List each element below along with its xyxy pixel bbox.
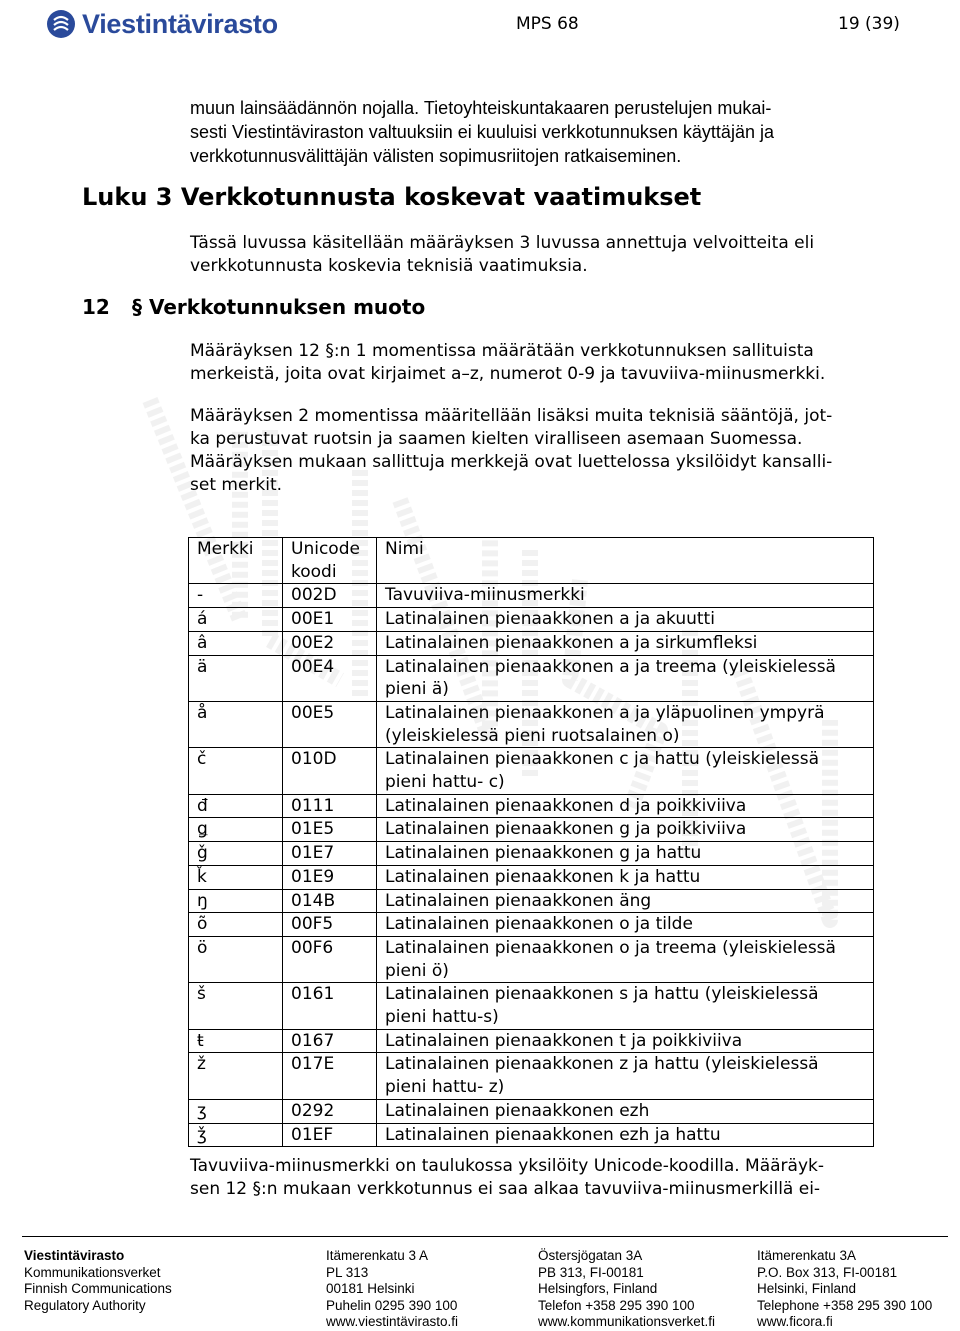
header-cell-code: Unicode koodi [283,538,377,584]
code-cell: 00F5 [283,913,377,937]
name-cell: Latinalainen pienaakkonen z ja hattu (yleiskielessä pieni hattu- z) [377,1053,874,1099]
table-row [189,631,874,655]
footer-line: Itämerenkatu 3A [757,1248,857,1263]
character-table [188,537,874,1147]
table-row [189,818,874,842]
table-row [189,1123,874,1147]
text-line: Määräyksen 12 §:n 1 momentissa määrätään verkkotunnuksen sallituista [190,341,814,361]
chapter-heading: Luku 3 Verkkotunnusta koskevat vaatimukset [82,183,702,211]
char-cell: ǩ [189,865,283,889]
char-cell: š [189,983,283,1029]
footer-divider [22,1236,948,1237]
code-cell: 0161 [283,983,377,1029]
logo-text: Viestintävirasto [82,8,278,39]
footer-line: Kommunikationsverket [24,1264,161,1280]
footer-link[interactable]: www.kommunikationsverket.fi [538,1314,716,1330]
page-number: 19 (39) [838,14,900,34]
text-line: Määräyksen 2 momentissa määritellään lisäksi muita teknisiä sääntöjä, jot- [190,406,833,426]
code-cell: 00E2 [283,631,377,655]
table-row [189,748,874,794]
section-paragraph-1 [190,340,890,386]
name-cell: Latinalainen pienaakkonen a ja yläpuolinen ympyrä (yleiskielessä pieni ruotsalainen o) [377,701,874,747]
footer-line: Helsinki, Finland [757,1281,857,1297]
name-cell: Latinalainen pienaakkonen k ja hattu [377,865,874,889]
char-cell: ö [189,936,283,982]
table-row [189,842,874,866]
document-id: MPS 68 [516,14,579,34]
section-number: 12 [82,295,110,319]
text-line: sen 12 §:n mukaan verkkotunnus ei saa alkaa tavuviiva-miinusmerkillä ei- [190,1179,821,1199]
footer-link[interactable]: www.viestintävirasto.fi [326,1314,459,1330]
footer-line: 00181 Helsinki [326,1281,415,1297]
table-row [189,983,874,1029]
footer-column-address-sv [538,1248,715,1331]
name-cell: Latinalainen pienaakkonen s ja hattu (yleiskielessä pieni hattu-s) [377,983,874,1029]
table-row [189,608,874,632]
name-cell: Latinalainen pienaakkonen a ja sirkumfleksi [377,631,874,655]
text-line: ka perustuvat ruotsin ja saamen kielten viralliseen asemaan Suomessa. [190,429,803,449]
char-cell: â [189,631,283,655]
footer-column-address-en [757,1248,932,1331]
footer-line: P.O. Box 313, FI-00181 [757,1264,898,1280]
code-cell: 010D [283,748,377,794]
code-cell: 002D [283,584,377,608]
char-cell: á [189,608,283,632]
header-cell-char: Merkki [189,538,283,584]
table-row [189,865,874,889]
name-cell: Latinalainen pienaakkonen g ja poikkiviiva [377,818,874,842]
char-cell: č [189,748,283,794]
footer-line: Telefon +358 295 390 100 [538,1297,695,1313]
table-row [189,913,874,937]
char-cell: ǯ [189,1123,283,1147]
text-line: Tavuviiva-miinusmerkki on taulukossa yksilöity Unicode-koodilla. Määräyk- [190,1156,824,1176]
name-cell: Latinalainen pienaakkonen g ja hattu [377,842,874,866]
footer-line: PB 313, FI-00181 [538,1264,644,1280]
text-line: verkkotunnusta koskevia teknisiä vaatimuksia. [190,256,588,276]
code-cell: 01EF [283,1123,377,1147]
name-cell: Tavuviiva-miinusmerkki [377,584,874,608]
table-row [189,889,874,913]
char-cell: å [189,701,283,747]
text-line: Määräyksen mukaan sallittuja merkkejä ovat luettelossa yksilöidyt kansalli- [190,452,833,472]
intro-paragraph [190,96,890,168]
table-row [189,655,874,701]
table-row [189,1053,874,1099]
name-cell: Latinalainen pienaakkonen o ja tilde [377,913,874,937]
char-cell: đ [189,794,283,818]
agency-logo [46,4,278,44]
footer-line: Telephone +358 295 390 100 [757,1297,933,1313]
chapter-intro-paragraph [190,232,890,278]
table-row [189,794,874,818]
closing-paragraph [190,1155,890,1201]
code-cell: 00F6 [283,936,377,982]
name-cell: Latinalainen pienaakkonen c ja hattu (yleiskielessä pieni hattu- c) [377,748,874,794]
footer-line: Itämerenkatu 3 A [326,1248,429,1263]
footer-column-address-fi [326,1248,458,1331]
logo-emblem-icon [46,9,76,39]
char-cell: õ [189,913,283,937]
table-row [189,1029,874,1053]
name-cell: Latinalainen pienaakkonen a ja akuutti [377,608,874,632]
char-cell: ʒ [189,1099,283,1123]
name-cell: Latinalainen pienaakkonen o ja treema (yleiskielessä pieni ö) [377,936,874,982]
char-cell: ž [189,1053,283,1099]
section-title: § Verkkotunnuksen muoto [132,295,426,319]
footer-line: PL 313 [326,1264,369,1280]
code-cell: 0111 [283,794,377,818]
code-cell: 014B [283,889,377,913]
text-line: muun lainsäädännön nojalla. Tietoyhteiskuntakaaren perustelujen mukai- [190,98,772,118]
code-cell: 017E [283,1053,377,1099]
section-paragraph-2 [190,405,890,497]
char-cell: - [189,584,283,608]
code-cell: 00E5 [283,701,377,747]
header-cell-name: Nimi [377,538,874,584]
footer-line: Helsingfors, Finland [538,1281,658,1297]
footer-line: Viestintävirasto [24,1248,125,1263]
name-cell: Latinalainen pienaakkonen a ja treema (yleiskielessä pieni ä) [377,655,874,701]
table-row [189,584,874,608]
table-row [189,936,874,982]
footer-line: Puhelin 0295 390 100 [326,1297,458,1313]
table-row [189,701,874,747]
table-header-row [189,538,874,584]
text-line: set merkit. [190,475,283,495]
footer-line: Finnish Communications [24,1281,172,1297]
footer-line: Östersjögatan 3A [538,1248,643,1263]
char-cell: ŋ [189,889,283,913]
name-cell: Latinalainen pienaakkonen t ja poikkiviiva [377,1029,874,1053]
code-cell: 01E9 [283,865,377,889]
code-cell: 01E5 [283,818,377,842]
footer-link[interactable]: www.ficora.fi [757,1314,833,1330]
text-line: sesti Viestintäviraston valtuuksiin ei kuuluisi verkkotunnuksen käyttäjän ja [190,122,774,142]
code-cell: 00E4 [283,655,377,701]
name-cell: Latinalainen pienaakkonen äng [377,889,874,913]
text-line: Tässä luvussa käsitellään määräyksen 3 luvussa annettuja velvoitteita eli [190,233,815,253]
name-cell: Latinalainen pienaakkonen d ja poikkiviiva [377,794,874,818]
text-line: verkkotunnusvälittäjän välisten sopimusriitojen ratkaiseminen. [190,146,682,166]
text-line: merkeistä, joita ovat kirjaimet a–z, numerot 0-9 ja tavuviiva-miinusmerkki. [190,364,826,384]
name-cell: Latinalainen pienaakkonen ezh ja hattu [377,1123,874,1147]
table-row [189,1099,874,1123]
char-cell: ä [189,655,283,701]
footer-column-fi [24,1248,172,1314]
char-cell: ǧ [189,842,283,866]
name-cell: Latinalainen pienaakkonen ezh [377,1099,874,1123]
code-cell: 0292 [283,1099,377,1123]
code-cell: 01E7 [283,842,377,866]
char-cell: ŧ [189,1029,283,1053]
section-heading [82,295,425,319]
footer-line: Regulatory Authority [24,1297,146,1313]
code-cell: 0167 [283,1029,377,1053]
code-cell: 00E1 [283,608,377,632]
char-cell: ǥ [189,818,283,842]
